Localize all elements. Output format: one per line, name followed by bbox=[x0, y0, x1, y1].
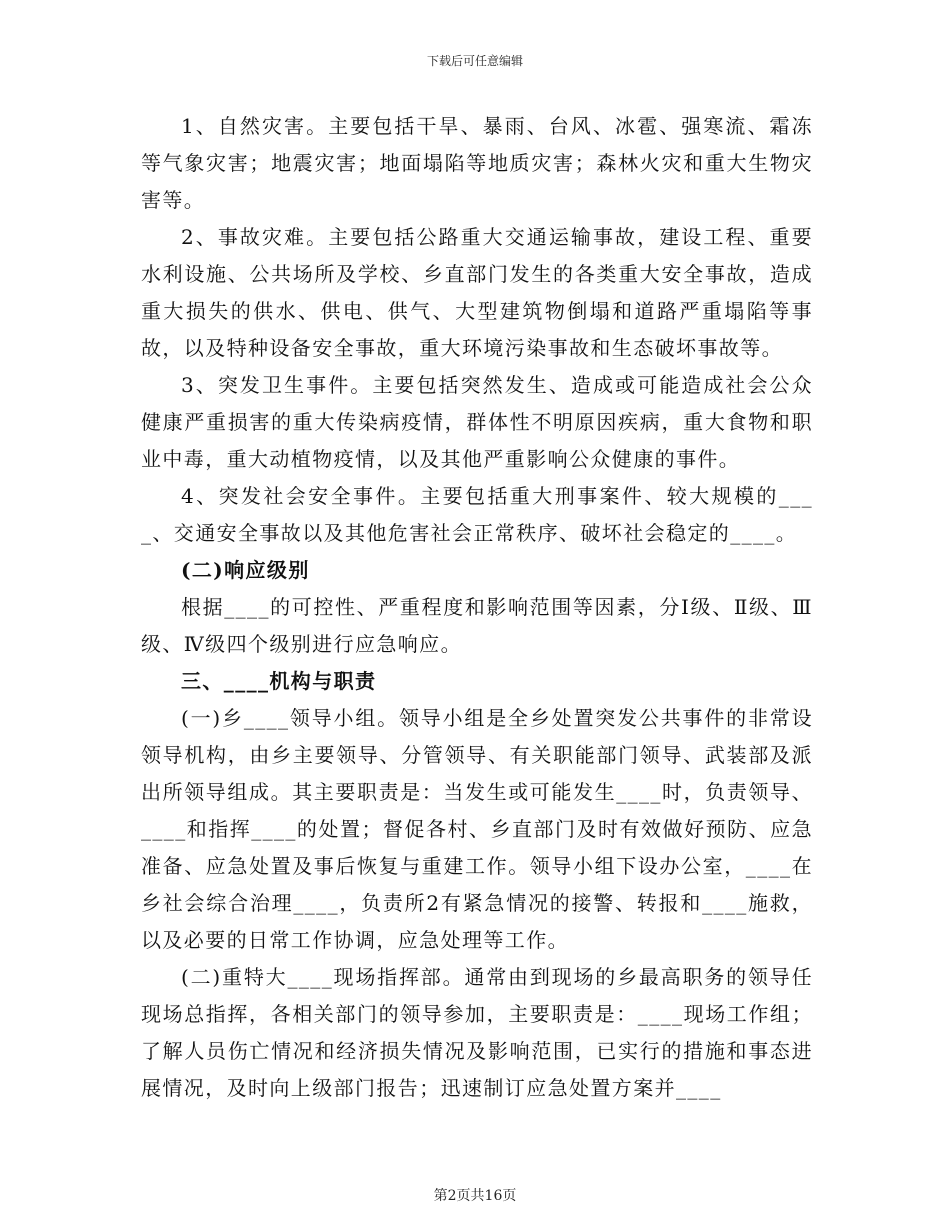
paragraph-natural-disasters: 1、自然灾害。主要包括干旱、暴雨、台风、冰雹、强寒流、霜冻等气象灾害；地震灾害；地面塌陷等地质灾害；森林火灾和重大生物灾害等。 bbox=[141, 114, 813, 212]
page-header: 下载后可任意编辑 bbox=[426, 54, 523, 68]
paragraph-health-events: 3、突发卫生事件。主要包括突然发生、造成或可能造成社会公众健康严重损害的重大传染病疫情，群体性不明原因疾病，重大食物和职业中毒，重大动植物疫情，以及其他严重影响公众健康的事件。 bbox=[141, 373, 813, 471]
paragraph-accidents: 2、事故灾难。主要包括公路重大交通运输事故，建设工程、重要水利设施、公共场所及学校、乡直部门发生的各类重大安全事故，造成重大损失的供水、供电、供气、大型建筑物倒塌和道路严重塌陷等事故，以及特种设备安全事故，重大环境污染事故和生态破坏事故等。 bbox=[141, 225, 813, 360]
paragraph-leading-group: (一)乡____领导小组。领导小组是全乡处置突发公共事件的非常设领导机构，由乡主要领导、分管领导、有关职能部门领导、武装部及派出所领导组成。其主要职责是：当发生或可能发生____时，负责领导、____和指挥____的处置；督促各村、乡直部门及时有效做好预防、应急准备、应急处置及事后恢复与重建工作。领导小组下设办公室，____在乡社会综合治理____，负责所2有紧急情况的接警、转报和____施救，以及必要的日常工作协调，应急处理等工作。 bbox=[141, 706, 813, 952]
section-heading-response-level: (二)响应级别 bbox=[181, 558, 310, 582]
paragraph-response-level: 根据____的可控性、严重程度和影响范围等因素，分Ⅰ级、Ⅱ级、Ⅲ级、Ⅳ级四个级别进行应急响应。 bbox=[141, 595, 813, 656]
paragraph-onsite-command: (二)重特大____现场指挥部。通常由到现场的乡最高职务的领导任现场总指挥，各相关部门的领导参加，主要职责是：____现场工作组；了解人员伤亡情况和经济损失情况及影响范围，已实行的措施和事态进展情况，及时向上级部门报告；迅速制订应急处置方案并____ bbox=[141, 965, 813, 1100]
body-content bbox=[141, 108, 813, 1107]
paragraph-social-security: 4、突发社会安全事件。主要包括重大刑事案件、较大规模的____、交通安全事故以及其他危害社会正常秩序、破坏社会稳定的____。 bbox=[141, 484, 813, 545]
page-number: 第2页共16页 bbox=[433, 1188, 517, 1204]
section-heading-organization: 三、____机构与职责 bbox=[181, 669, 377, 693]
